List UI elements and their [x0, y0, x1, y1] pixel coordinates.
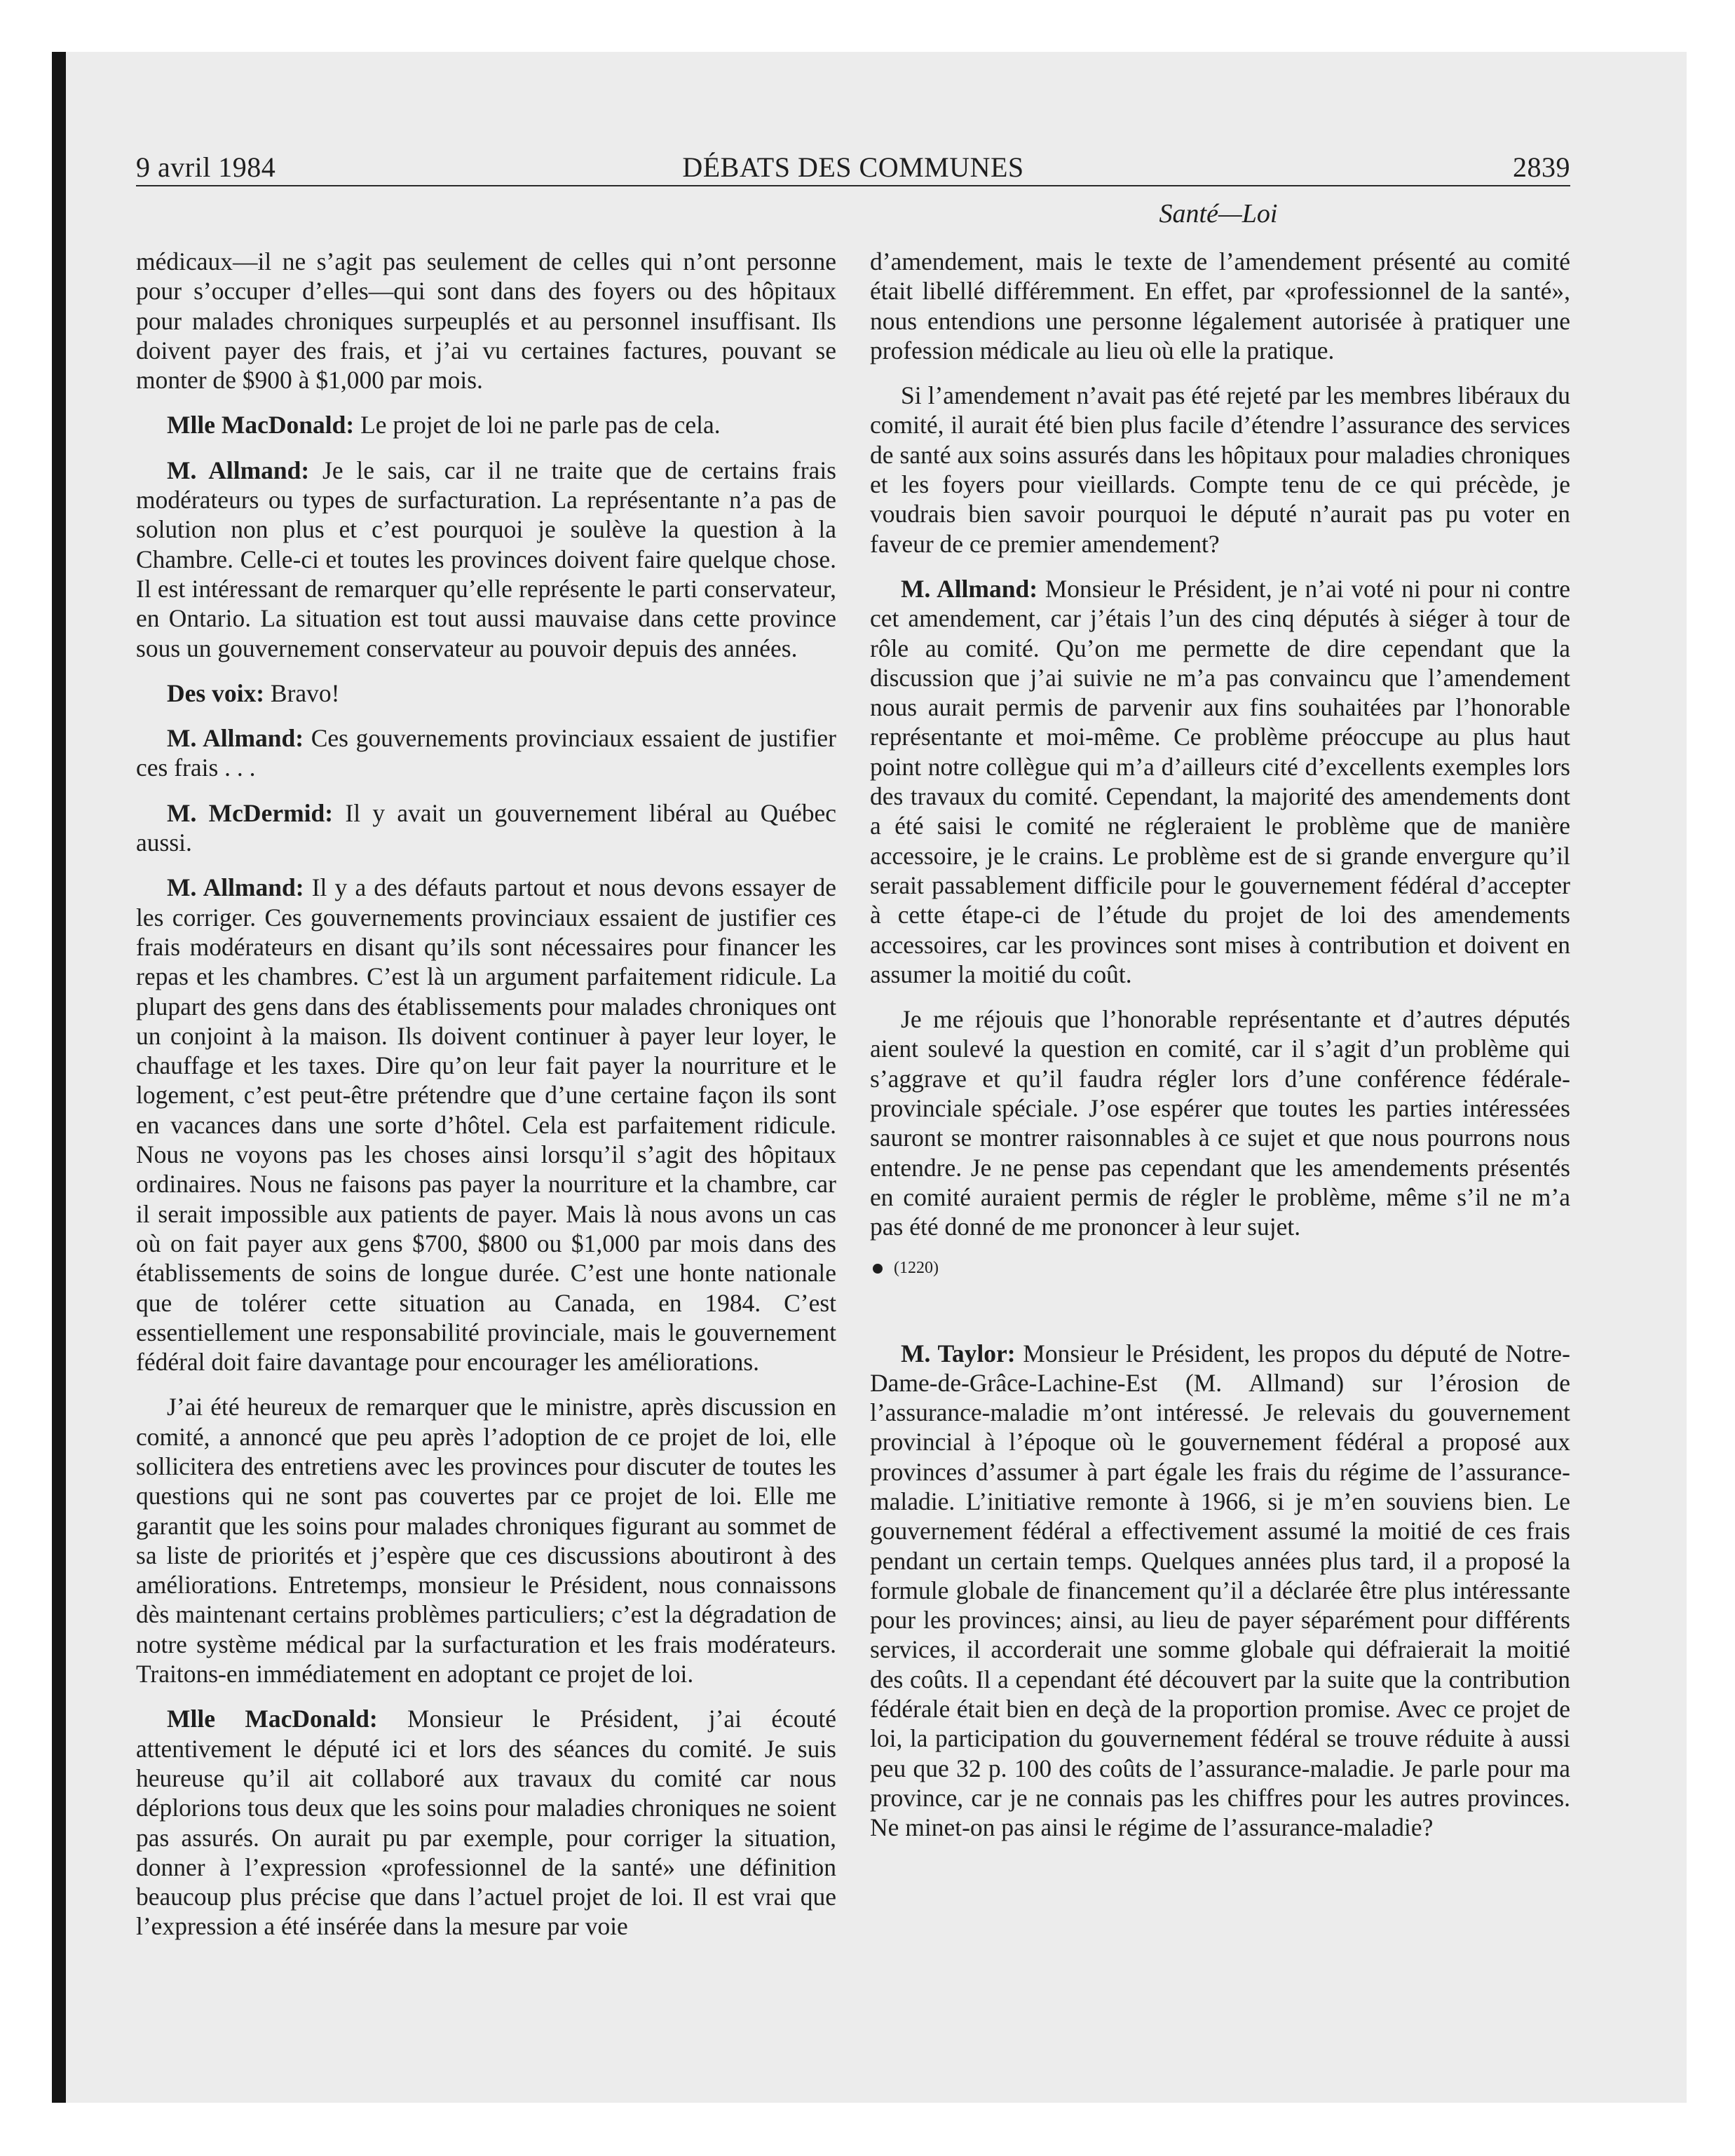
- paragraph: [136, 410, 836, 439]
- bullet-icon: [873, 1264, 883, 1274]
- paragraph-text: médicaux—il ne s’agit pas seulement de celles qui n’ont personne pour s’occuper d’elles—qui sont dans des foyers ou des hôpitaux pour malades chroniques surpeuplés et au personnel insuffisant. Ils doivent payer des frais, et j’ai vu certaines factures, pouvant se monter de $900 à $1,000 par mois.: [136, 247, 836, 395]
- speaker-name: Mlle MacDonald:: [167, 411, 355, 439]
- paragraph: [136, 798, 836, 858]
- paragraph: [136, 1704, 836, 1941]
- paragraph: [136, 247, 836, 395]
- speaker-name: Mlle MacDonald:: [167, 1705, 378, 1733]
- paragraph-text: Il y avait un gouvernement libéral au Québec aussi.: [136, 798, 836, 857]
- paragraph: [136, 723, 836, 783]
- speaker-name: Des voix:: [167, 678, 265, 707]
- speaker-name: M. McDermid:: [167, 798, 334, 827]
- right-column-top: [870, 247, 1570, 1242]
- time-marker-text: (1220): [894, 1258, 939, 1277]
- paragraph-text: J’ai été heureux de remarquer que le ministre, après discussion en comité, a annoncé que peu après l’adoption de ce projet de loi, elle sollicitera des entretiens avec les provinces pour discuter de toutes les questions qui ne sont pas couvertes par ce projet de loi. Elle me garantit que les soins pour malades chroniques figurant au sommet de sa liste de priorités et j’espère que ces discussions aboutiront à des améliorations. Entretemps, monsieur le Président, nous connaissons dès maintenant certains problèmes particuliers; c’est la dégradation de notre système médical par la surfacturation et les frais modérateurs. Traitons-en immédiatement en adoptant ce projet de loi.: [136, 1393, 836, 1688]
- paragraph: [870, 1339, 1570, 1843]
- right-column-bottom: [870, 1339, 1570, 1843]
- paragraph-text: d’amendement, mais le texte de l’amendement présenté au comité était libellé différemment. En effet, par «professionnel de la santé», nous entendions une personne légalement autorisée à pratiquer une profession médicale au lieu où elle la pratique.: [870, 247, 1570, 364]
- subject-heading: Santé—Loi: [1159, 199, 1278, 228]
- paragraph-text: Si l’amendement n’avait pas été rejeté par les membres libéraux du comité, il aurait été bien plus facile d’étendre l’assurance des services de santé aux soins assurés dans les hôpitaux pour maladies chroniques et les foyers pour vieillards. Compte tenu de ce qui précède, je voudrais bien savoir pourquoi le député n’aurait pas pu voter en faveur de ce premier amendement?: [870, 381, 1570, 558]
- speaker-name: M. Allmand:: [167, 873, 304, 902]
- speaker-name: M. Allmand:: [167, 724, 304, 753]
- paragraph: [136, 1392, 836, 1688]
- paragraph: [870, 1004, 1570, 1241]
- paragraph-text: Ces gouvernements provinciaux essaient de justifier ces frais . . .: [136, 724, 836, 782]
- speaker-name: M. Taylor:: [901, 1339, 1016, 1367]
- paragraph-text: Le projet de loi ne parle pas de cela.: [360, 411, 721, 439]
- paragraph: [870, 247, 1570, 365]
- left-column: [136, 247, 836, 1957]
- paragraph-text: Il y a des défauts partout et nous devons essayer de les corriger. Ces gouvernements provinciaux essaient de justifier ces frais modérateurs en disant qu’ils sont nécessaires pour financer les repas et les chambres. C’est là un argument parfaitement ridicule. La plupart des gens dans des établissements pour malades chroniques ont un conjoint à la maison. Ils doivent continuer à payer leur loyer, le chauffage et les taxes. Dire qu’on leur fait payer la nourriture et le logement, c’est peut-être prétendre que d’une certaine façon ils sont en vacances dans une sorte d’hôtel. Cela est parfaitement ridicule. Nous ne voyons pas les choses ainsi lorsqu’il s’agit des hôpitaux ordinaires. Nous ne faisons pas payer la nourriture et la chambre, car il serait impossible aux patients de payer. Mais là nous avons un cas où on fait payer aux gens $700, $800 ou $1,000 par mois dans des établissements de soins de longue durée. C’est une honte nationale que de tolérer cette situation au Canada, en 1984. C’est essentiellement une responsabilité provinciale, mais le gouvernement fédéral doit faire davantage pour encourager les améliorations.: [136, 873, 836, 1377]
- paragraph-text: Bravo!: [270, 678, 340, 707]
- header-title: DÉBATS DES COMMUNES: [682, 151, 1024, 183]
- speaker-name: M. Allmand:: [901, 574, 1038, 603]
- time-marker: [870, 1257, 1570, 1278]
- paragraph: [870, 574, 1570, 989]
- paragraph: [870, 381, 1570, 559]
- right-column: [870, 247, 1570, 1858]
- paragraph: [136, 873, 836, 1377]
- scan-edge: [52, 52, 66, 2103]
- running-header: [136, 147, 1570, 186]
- paragraph-text: Monsieur le Président, j’ai écouté attentivement le député ici et lors des séances du comité. Je suis heureuse qu’il ait collaboré aux travaux du comité car nous déplorions tous deux que les soins pour maladies chroniques ne soient pas assurés. On aurait pu par exemple, pour corriger la situation, donner à l’expression «professionnel de la santé» une définition beaucoup plus précise que dans l’actuel projet de loi. Il est vrai que l’expression a été insérée dans la mesure par voie: [136, 1705, 836, 1941]
- paragraph: [136, 678, 836, 708]
- paragraph-text: Monsieur le Président, les propos du député de Notre-Dame-de-Grâce-Lachine-Est (M. Allmand) sur l’érosion de l’assurance-maladie m’ont intéressé. Je relevais du gouvernement provincial à l’époque où le gouvernement fédéral a proposé aux provinces d’assumer à part égale les frais du régime de l’assurance-maladie. L’initiative remonte à 1966, si je m’en souviens bien. Le gouvernement fédéral a effectivement assumé la moitié de ces frais pendant un certain temps. Quelques années plus tard, il a proposé la formule globale de financement qu’il a déclarée être plus intéressante pour les provinces; ainsi, au lieu de payer séparément pour différents services, il accorderait une somme globale qui défraierait la moitié des coûts. Il a cependant été découvert par la suite que la contribution fédérale était bien en deçà de la proportion promise. Avec ce projet de loi, la participation du gouvernement fédéral se trouve réduite à aussi peu que 32 p. 100 des coûts de l’assurance-maladie. Je parle pour ma province, car je ne connais pas les chiffres pour les autres provinces. Ne minet-on pas ainsi le régime de l’assurance-maladie?: [870, 1339, 1570, 1842]
- paragraph-text: Je me réjouis que l’honorable représentante et d’autres députés aient soulevé la question en comité, car il s’agit d’un problème qui s’aggrave et qu’il faudra régler lors d’une conférence fédérale-provinciale spéciale. J’ose espérer que toutes les parties intéressées sauront se montrer raisonnables à ce sujet et que nous pourrons nous entendre. Je ne pense pas cependant que les amendements présentés en comité auraient permis de régler le problème, même s’il ne m’a pas été donné de me prononcer à leur sujet.: [870, 1005, 1570, 1241]
- paragraph-text: Je le sais, car il ne traite que de certains frais modérateurs ou types de surfacturation. La représentante n’a pas de solution non plus et c’est pourquoi je soulève la question à la Chambre. Celle-ci et toutes les provinces doivent faire quelque chose. Il est intéressant de remarquer qu’elle représente le parti conservateur, en Ontario. La situation est tout aussi mauvaise dans cette province sous un gouvernement conservateur au pouvoir depuis des années.: [136, 456, 836, 662]
- paragraph: [136, 456, 836, 663]
- header-date: 9 avril 1984: [136, 151, 276, 183]
- page-number: 2839: [1513, 151, 1570, 183]
- speaker-name: M. Allmand:: [167, 456, 310, 484]
- paragraph-text: Monsieur le Président, je n’ai voté ni pour ni contre cet amendement, car j’étais l’un des cinq députés à siéger à tour de rôle au comité. Qu’on me permette de dire cependant que la discussion que j’ai suivie ne m’a pas convaincu que l’amendement nous aurait permis de parvenir aux fins souhaitées par l’honorable représentante et moi-même. Ce problème préoccupe au plus haut point notre collègue qui m’a d’ailleurs cité d’excellents exemples lors des travaux du comité. Cependant, la majorité des amendements dont a été saisi le comité ne régleraient le problème que de manière accessoire, je le crains. Le problème est de si grande envergure qu’il serait passablement difficile pour le gouvernement fédéral d’accepter à cette étape-ci de l’étude du projet de loi des amendements accessoires, car les provinces sont mises à contribution et doivent en assumer la moitié du coût.: [870, 574, 1571, 988]
